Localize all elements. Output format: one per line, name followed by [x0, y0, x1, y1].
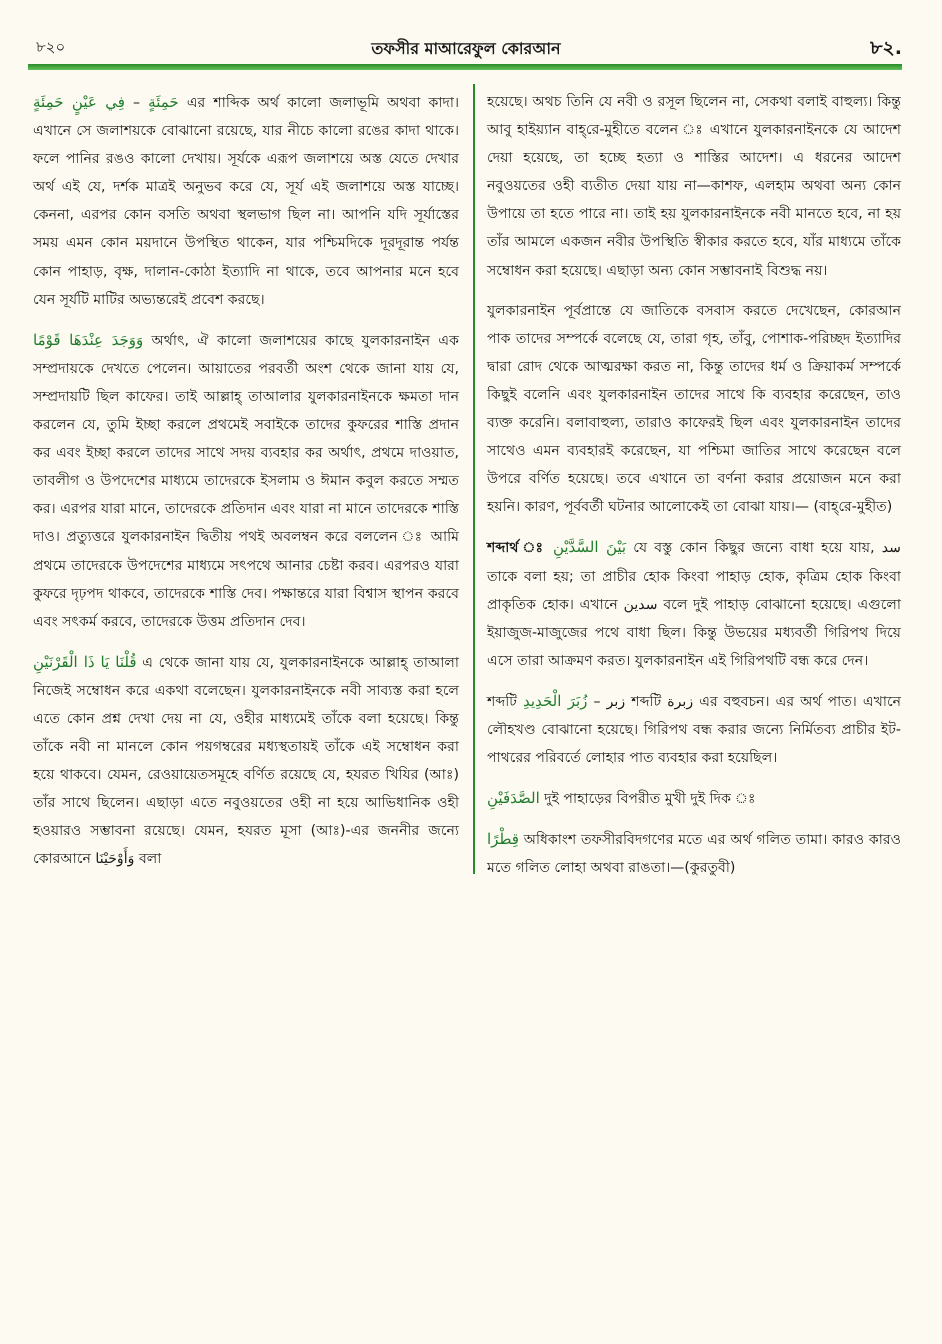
paragraph-text: বলে দুই পাহাড় বোঝানো হয়েছে। এগুলো ইয়াজুজ-মাজুজের পথে বাধা ছিল। কিন্তু উভয়ের মধ্যবর্তী গিরিপথ দিয়ে এসে তারা আক্রমণ করত। যুলকারনাইন এই গিরিপথটি বন্ধ করে দেন।: [487, 596, 901, 669]
paragraph: [487, 533, 901, 674]
paragraph-text: যে বস্তু কোন কিছুর জন্যে বাধা হয়ে যায়,: [633, 540, 875, 557]
paragraph-text: এর বহুবচন। এর অর্থ পাত। এখানে লৌহখণ্ড বোঝানো হয়েছে। গিরিপথ বন্ধ করার জন্যে নির্মিতব্য প্রাচীর ইট-পাথরের পরিবর্তে লোহার পাত ব্যবহার করা হয়েছিল।: [487, 693, 902, 767]
arabic-term: زُبَرَ الْحَدِيدِ: [523, 691, 588, 710]
paragraph: [487, 297, 901, 522]
paragraph-text: দুই পাহাড়ের বিপরীত মুখী দুই দিক ঃ: [544, 791, 756, 808]
paragraph-text: অর্থাৎ, ঐ কালো জলাশয়ের কাছে যুলকারনাইন এক সম্প্রদায়কে দেখতে পেলেন। আয়াতের পরবর্তী অংশ থেকে জানা যায় যে, সম্প্রদায়টি ছিল কাফের। তাই আল্লাহ্ তাআলার যুলকারনাইনকে ক্ষমতা দান করলেন যে, তুমি ইচ্ছা করলে প্রথমেই সবাইকে তাদের কুফরের শাস্তি প্রদান কর এবং ইচ্ছা করলে তাদের সাথে সদয় ব্যবহার কর অর্থাৎ, প্রথমে দাওয়াত, তাবলীগ ও উপদেশের মাধ্যমে তাদেরকে ইসলাম ও ঈমান কবুল করতে সম্মত কর। এরপর যারা মানে, তাদেরকে প্রতিদান এবং যারা না মানে তাদেরকে শাস্তি দাও। প্রত্যুত্তরে যুলকারনাইন দ্বিতীয় পথই অবলম্বন করে বললেন ঃ আমি প্রথমে তাদেরকে উপদেশের মাধ্যমে সৎপথে আনার চেষ্টা করব। এরপরও যারা কুফরে দৃঢ়পদ থাকবে, তাদেরকে শাস্তি দেব। পক্ষান্তরে যারা বিশ্বাস স্থাপন করবে এবং সৎকর্ম করবে, তাদেরকে উত্তম প্রতিদান দেব।: [33, 332, 459, 630]
paragraph-text: বলা: [138, 851, 162, 868]
page-header: [30, 34, 902, 62]
paragraph-text: এ থেকে জানা যায় যে, যুলকারনাইনকে আল্লাহ্ তাআলা নিজেই সম্বোধন করে একথা বলেছেন। যুলকারনাইনকে নবী সাব্যস্ত করা হলে এতে কোন প্রশ্ন দেখা দেয় না যে, ওহীর মাধ্যমেই তাঁকে বলা হয়েছে। কিন্তু তাঁকে নবী না মানলে কোন পয়গম্বরের মধ্যস্থতায়ই তাঁকে এই সম্বোধন করা হয়ে থাকবে। যেমন, রেওয়ায়েতসমূহে বর্ণিত রয়েছে যে, হযরত খিযির (আঃ) তাঁর সাথে ছিলেন। এছাড়া এতে নবুওয়তের ওহী না হয়ে আভিধানিক ওহী হওয়ারও সম্ভাবনা রয়েছে। যেমন, হযরত মূসা (আঃ)-এর জননীর জন্যে কোরআনে: [33, 654, 459, 868]
paragraph: [487, 784, 901, 813]
paragraph: [487, 687, 901, 772]
paragraph-text: যুলকারনাইন পূর্বপ্রান্তে যে জাতিকে বসবাস করতে দেখেছেন, কোরআন পাক তাদের সম্পর্কে বলেছে যে, তারা গৃহ, তাঁবু, পোশাক-পরিচ্ছদ ইত্যাদির দ্বারা রোদ থেকে আত্মরক্ষা করত না, কিন্তু তাদের ধর্ম ও ক্রিয়াকর্ম সম্পর্কে কিছুই বলেনি এবং যুলকারনাইন তাদের সাথে কি ব্যবহার করেছেন, তাও ব্যক্ত করেনি। বলাবাহুল্য, তারাও কাফেরই ছিল এবং যুলকারনাইন তাদের সাথেও এমন ব্যবহারই করেছেন, যা পশ্চিমা জাতির সাথে করেছেন বলে উপরে বর্ণিত হয়েছে। তবে এখানে তা বর্ণনা করার প্রয়োজন মনে করা হয়নি। কারণ, পূর্ববর্তী ঘটনার আলোকেই তা বোঝা যায়।— (বাহ্‌রে-মুহীত): [487, 302, 901, 516]
paragraph-text: অধিকাংশ তফসীরবিদগণের মতে এর অর্থ গলিত তামা। কারও কারও মতে গলিত লোহা অথবা রাঙতা।—(কুরতুবী): [487, 832, 902, 877]
paragraph: [487, 88, 901, 285]
arabic-term: زبر: [606, 693, 626, 710]
arabic-term: حَمِئَةٍ: [148, 93, 179, 111]
paragraph-text: তাকে বলা হয়; তা প্রাচীর হোক কিংবা পাহাড় হোক, কৃত্রিম হোক কিংবা প্রাকৃতিক হোক। এখানে: [487, 568, 901, 613]
paragraph-text: শব্দটি: [487, 693, 517, 710]
arabic-term: بَيْنَ السَّدَّيْنِ: [552, 538, 627, 557]
paragraph-text: শব্দটি: [631, 693, 662, 710]
arabic-term: فِي عَيْنٍ حَمِئَةٍ: [33, 93, 125, 111]
paragraph-text: এর শাব্দিক অর্থ কালো জলাভূমি অথবা কাদা। এখানে সে জলাশয়কে বোঝানো রয়েছে, যার নীচে কালো রঙের কাদা থাকে। ফলে পানির রঙও কালো দেখায়। সূর্যকে এরূপ জলাশয়ে অস্ত যেতে দেখার অর্থ এই যে, দর্শক মাত্রই অনুভব করে যে, সূর্য এই জলাশয়ে অস্ত যাচ্ছে। কেননা, এরপর কোন বসতি অথবা স্থলভাগ ছিল না। আপনি যদি সূর্যাস্তের সময় এমন কোন ময়দানে উপস্থিত থাকেন, যার পশ্চিমদিকে দূরদূরান্ত পর্যন্ত কোন পাহাড়, বৃক্ষ, দালান-কোঠা ইত্যাদি না থাকে, তবে আপনার মনে হবে যেন সূর্যটি মাটির অভ্যন্তরেই প্রবেশ করছে।: [33, 95, 460, 308]
arabic-term: قُلْنَا يَا ذَا الْقَرْنَيْنِ: [33, 652, 137, 671]
paragraph: فِي عَيْنٍ حَمِئَةٍ – حَمِئَةٍ এর শাব্দিক অর্থ কালো জলাভূমি অথবা কাদা। এখানে সে জলাশয়কে বোঝানো রয়েছে, যার নীচে কালো রঙের কাদা থাকে। ফলে পানির রঙও কালো দেখায়। সূর্যকে এরূপ জলাশয়ে অস্ত যেতে দেখার অর্থ এই যে, দর্শক মাত্রই অনুভব করে যে, সূর্য এই জলাশয়ে অস্ত যাচ্ছে। কেননা, এরপর কোন বসতি অথবা স্থলভাগ ছিল না। আপনি যদি সূর্যাস্তের সময় এমন কোন ময়দানে উপস্থিত থাকেন, যার পশ্চিমদিকে দূরদূরান্ত পর্যন্ত কোন পাহাড়, বৃক্ষ, দালান-কোঠা ইত্যাদি না থাকে, তবে আপনার মনে হবে যেন সূর্যটি মাটির অভ্যন্তরেই প্রবেশ করছে।: [33, 93, 460, 308]
dash: –: [593, 693, 601, 710]
left-column: [33, 88, 459, 886]
arabic-term: سد: [881, 540, 901, 557]
page-number-right: ৮২.: [870, 37, 902, 59]
arabic-term: الصَّدَفَيْنِ: [487, 789, 540, 808]
paragraph-text: হয়েছে। অথচ তিনি যে নবী ও রসূল ছিলেন না, সেকথা বলাই বাহুল্য। কিন্তু আবু হাইয়্যান বাহ্‌রে-মুহীতে বলেন ঃ এখানে যুলকারনাইনকে যে আদেশ দেয়া হয়েছে, তা হচ্ছে হত্যা ও শাস্তির আদেশ। এ ধরনের আদেশ নবুওয়তের ওহী ব্যতীত দেয়া যায় না—কাশফ, এলহাম অথবা অন্য কোন উপায়ে তা হতে পারে না। তাই হয় যুলকারনাইনকে নবী মানতে হবে, না হয় তাঁর আমলে একজন নবীর উপস্থিতি স্বীকার করতে হবে, যাঁর মাধ্যমে তাঁকে সম্বোধন করা হয়েছে। এছাড়া অন্য কোন সম্ভাবনাই বিশুদ্ধ নয়।: [487, 94, 901, 279]
paragraph: [33, 326, 459, 636]
header-rule: [28, 64, 902, 70]
arabic-term: قِطْرًا: [487, 830, 519, 849]
right-column: [487, 88, 901, 894]
glossary-label: শব্দার্থ ঃ: [487, 540, 546, 557]
arabic-term: وَأَوْحَيْنَا: [95, 851, 135, 868]
column-divider: [473, 84, 475, 874]
arabic-term: سدين: [623, 596, 658, 613]
running-title: তফসীর মাআরেফুল কোরআন: [371, 39, 561, 58]
page-number-left: ৮২০: [36, 38, 66, 56]
paragraph: [487, 825, 901, 882]
arabic-term: وَوَجَدَ عِنْدَهَا قَوْمًا: [33, 330, 144, 349]
arabic-term: زبرة: [667, 693, 694, 710]
paragraph: [33, 648, 459, 874]
